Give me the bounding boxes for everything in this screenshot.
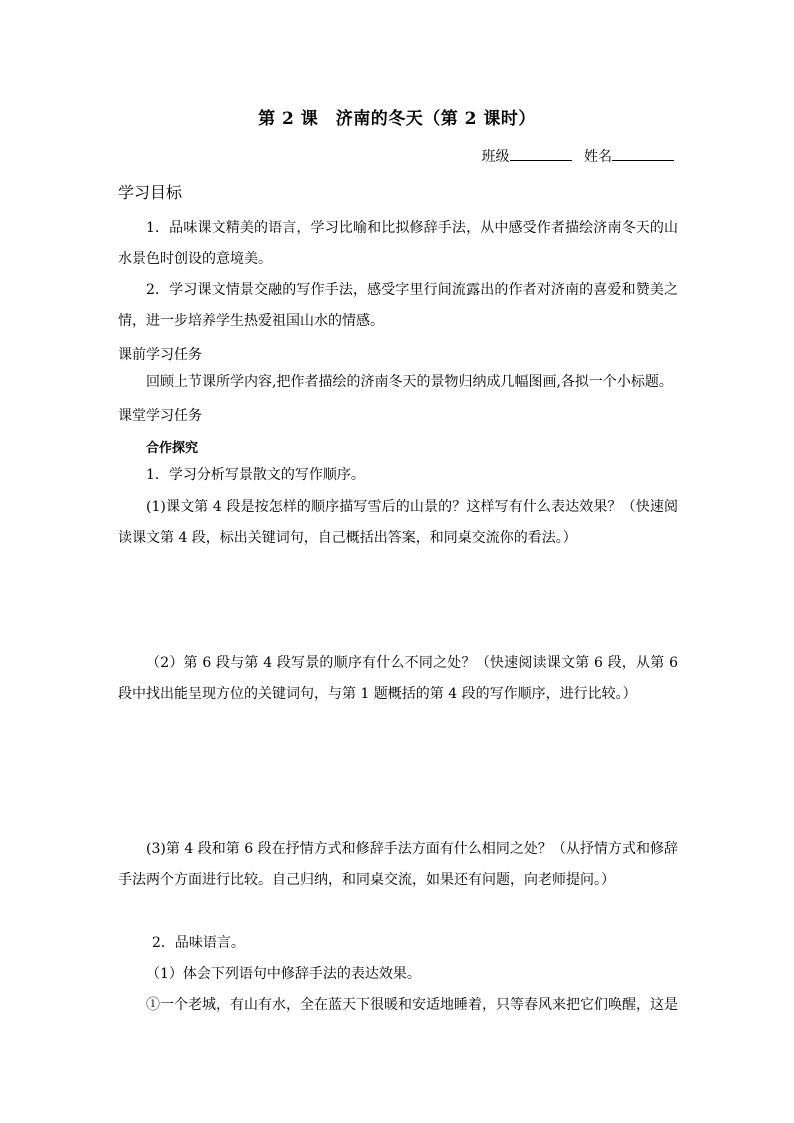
question-2-1-a: ①一个老城，有山有水，全在蓝天下很暖和安适地睡着，只等春风来把它们唤醒，这是 bbox=[146, 997, 678, 1013]
question-1: 1．学习分析写景散文的写作顺序。 bbox=[146, 467, 365, 483]
name-blank[interactable] bbox=[612, 146, 674, 161]
question-2: 2．品味语言。 bbox=[152, 935, 245, 951]
page-title: 第 2 课 济南的冬天（第 2 课时） bbox=[258, 109, 536, 129]
class-label: 班级 bbox=[481, 149, 510, 165]
name-label: 姓名 bbox=[584, 149, 612, 165]
cooperative-heading: 合作探究 bbox=[146, 441, 199, 456]
question-1-1: (1)课文第 4 段是按怎样的顺序描写雪后的山景的？这样写有什么表达效果？（快速阅读课文第 4 段，标出关键词句，自己概括出答案，和同桌交流你的看法。） bbox=[118, 499, 678, 546]
preclass-heading: 课前学习任务 bbox=[118, 347, 202, 363]
question-1-2: （2）第 6 段与第 4 段写景的顺序有什么不同之处？（快速阅读课文第 6 段，从第 6 段中找出能呈现方位的关键词句，与第 1 题概括的第 4 段的写作顺序，进行比较。） bbox=[118, 655, 678, 702]
objective-1: 1．品味课文精美的语言，学习比喻和比拟修辞手法，从中感受作者描绘济南冬天的山水景色时创设的意境美。 bbox=[118, 220, 678, 267]
class-name-line bbox=[482, 146, 674, 166]
class-blank[interactable] bbox=[510, 146, 572, 161]
inclass-heading: 课堂学习任务 bbox=[118, 408, 202, 424]
objectives-heading: 学习目标 bbox=[118, 183, 183, 202]
objective-2: 2．学习课文情景交融的写作手法，感受字里行间流露出的作者对济南的喜爱和赞美之情，进一步培养学生热爱祖国山水的情感。 bbox=[118, 282, 678, 329]
question-1-3: (3)第 4 段和第 6 段在抒情方式和修辞手法方面有什么相同之处？（从抒情方式和修辞手法两个方面进行比较。自己归纳，和同桌交流，如果还有问题，向老师提问。） bbox=[118, 841, 678, 888]
preclass-task: 回顾上节课所学内容,把作者描绘的济南冬天的景物归纳成几幅图画,各拟一个小标题。 bbox=[146, 374, 673, 390]
question-2-1: （1）体会下列语句中修辞手法的表达效果。 bbox=[146, 966, 421, 982]
